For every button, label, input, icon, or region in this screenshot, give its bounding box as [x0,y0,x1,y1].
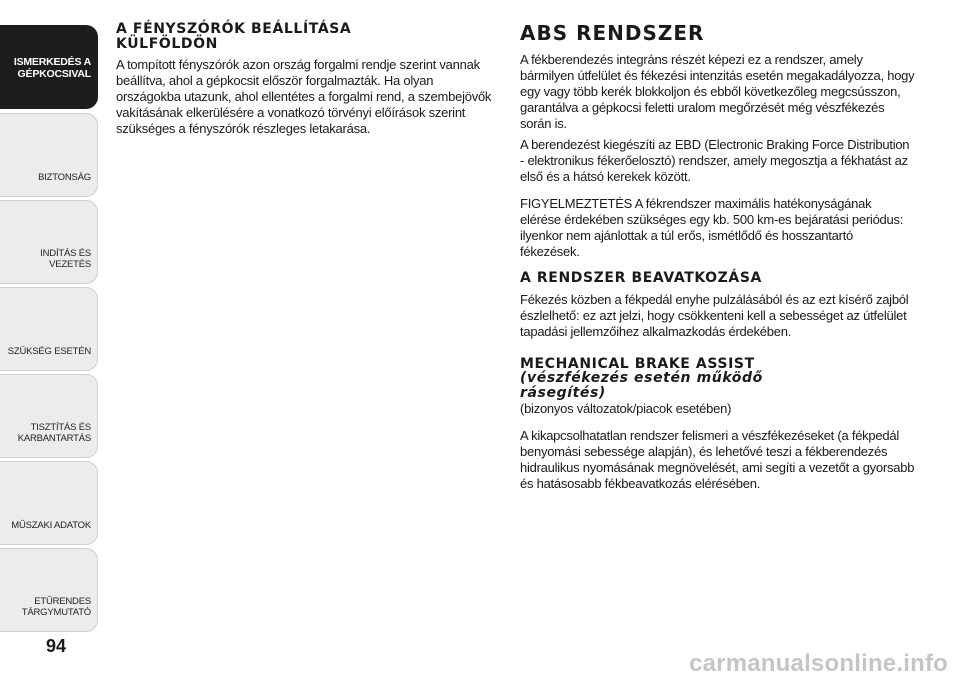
beavatkozas-heading: A RENDSZER BEAVATKOZÁSA [520,270,762,286]
tab-inditas-es-vezetes[interactable]: INDÍTÁS ÉS VEZETÉS [0,200,98,284]
tab-targymutato[interactable]: ETŰRENDES TÁRGYMUTATÓ [0,548,98,632]
beavatkozas-paragraph: Fékezés közben a fékpedál enyhe pulzálásából és az ezt kísérő zajból észlelhető: ez azt jelzi, hogy csökkenteni kell a sebességet az útfelület tapadási jellemzőihez alkalmazkodás érdekében. [520,291,909,339]
headlight-heading [116,22,501,51]
headlight-heading-line1: A FÉNYSZÓRÓK BEÁLLÍTÁSA [116,21,352,37]
tab-tisztitas-es-karbantartas[interactable]: TISZTÍTÁS ÉS KARBANTARTÁS [0,374,98,458]
abs-heading: ABS RENDSZER [520,21,705,45]
abs-paragraph-1: A fékberendezés integráns részét képezi ez a rendszer, amely bármilyen útfelület és fékezési intenzitás esetén megakadályozza, hogy egy vagy több kerék blokkoljon és ebből következőleg megcsússzon, garantálva a gépkocsi feletti uralom megőrzését még vészfékezés során is. [520,52,915,131]
warning-paragraph: FIGYELMEZTETÉS A fékrendszer maximális hatékonyságának elérése érdekében szükséges egy kb. 500 km-es bejáratási periódus: ilyenkor nem ajánlottak a túl erős, ismétlődő és hosszantartó fékezések. [520,196,904,259]
tab-muszaki-adatok[interactable]: MŰSZAKI ADATOK [0,461,98,545]
mba-heading: MECHANICAL BRAKE ASSIST [520,355,755,372]
mba-subheading-1: (vészfékezés esetén működő [520,370,763,387]
headlight-paragraph: A tompított fényszórók azon ország forgalmi rendje szerint vannak beállítva, ahol a gépkocsit először forgalmazták. Ha olyan országokba utazunk, ahol ellentétes a forgalmi rend, a szembejövők vakításának elkerülésére a vonatkozó törvényi előírások szerint szükséges a fényszórók részleges letakarása. [116,57,492,137]
right-column [520,22,915,497]
headlight-heading-line2: KÜLFÖLDÖN [116,35,218,52]
mba-subheading-2: rásegítés) [520,385,606,402]
watermark: carmanualsonline.info [689,650,948,677]
tab-ismerkedes[interactable]: ISMERKEDÉS A GÉPKOCSIVAL [0,25,98,109]
mba-note: (bizonyos változatok/piacok esetében) [520,400,732,416]
left-column [116,22,501,142]
abs-paragraph-2: A berendezést kiegészíti az EBD (Electronic Braking Force Distribution - elektronikus fékerőelosztó) rendszer, amely megosztja a fékhatást az első és a hátsó kerekek között. [520,137,910,184]
tab-szukseg-eseten[interactable]: SZÜKSÉG ESETÉN [0,287,98,371]
mba-paragraph: A kikapcsolhatatlan rendszer felismeri a vészfékezéseket (a fékpedál benyomási sebessége alapján), és lehetővé teszi a fékberendezés hidraulikus nyomásának megnövelését, ami segíti a vezetőt a gyorsabb és hatásosabb fékbeavatkozás elérésében. [520,427,915,491]
tab-biztonsag[interactable]: BIZTONSÁG [0,113,98,197]
page-number: 94 [46,636,67,656]
